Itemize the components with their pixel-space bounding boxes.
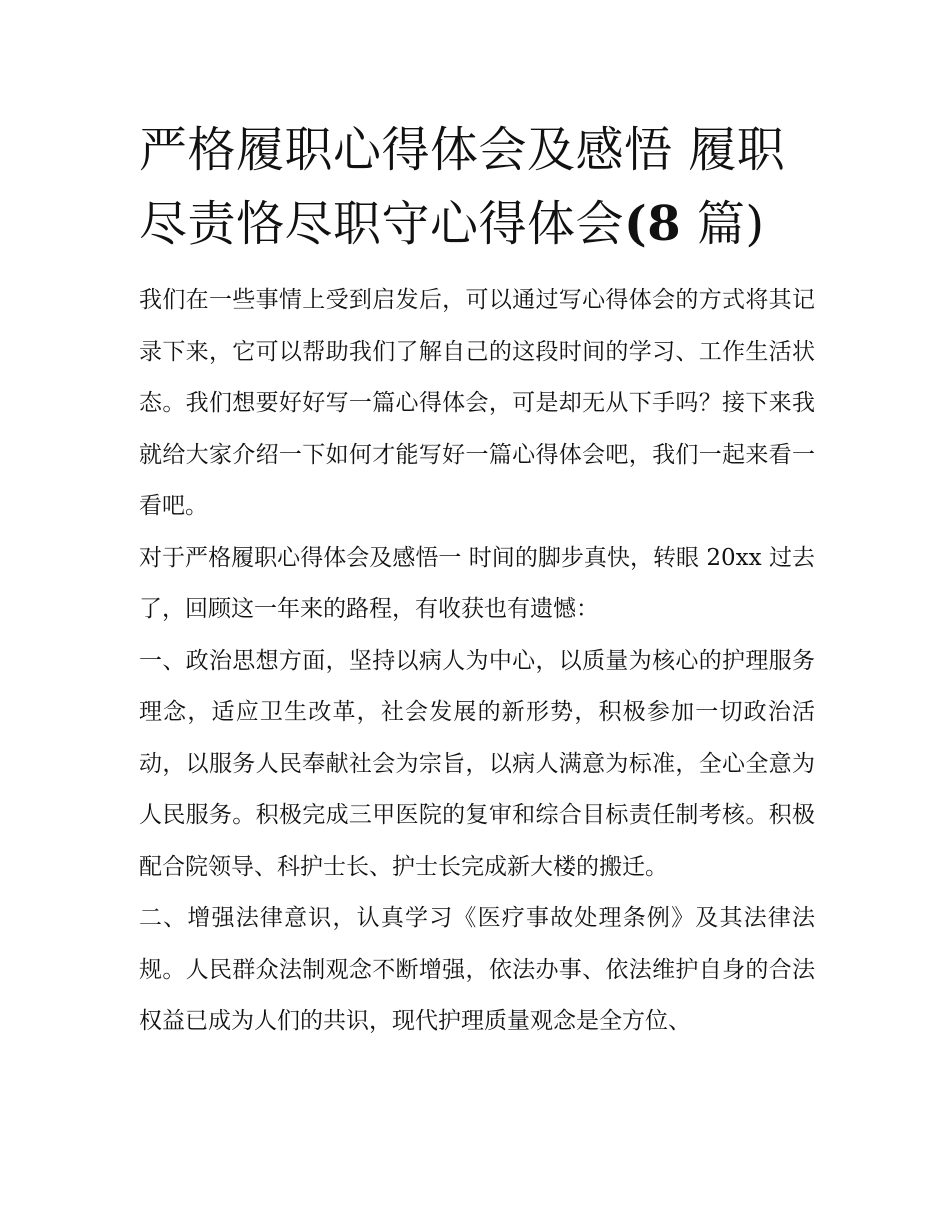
paragraph-legal-awareness: 二、增强法律意识，认真学习《医疗事故处理条例》及其法律法规。人民群众法制观念不断增强，依法办事、依法维护自身的合法权益已成为人们的共识，现代护理质量观念是全方位、 [139,905,815,1034]
paragraph-section-opening: 对于严格履职心得体会及感悟一 时间的脚步真快，转眼 20xx 过去了，回顾这一年来的路程，有收获也有遗憾： [139,544,815,622]
paragraph-political-thought: 一、政治思想方面，坚持以病人为中心，以质量为核心的护理服务理念，适应卫生改革，社会发展的新形势，积极参加一切政治活动，以服务人民奉献社会为宗旨，以病人满意为标准，全心全意为人民服务。积极完成三甲医院的复审和综合目标责任制考核。积极配合院领导、科护士长、护士长完成新大楼的搬迁。 [139,647,815,880]
document-title: 严格履职心得体会及感悟 履职尽责恪尽职守心得体会(8 篇) [139,122,786,252]
paragraph-intro: 我们在一些事情上受到启发后，可以通过写心得体会的方式将其记录下来，它可以帮助我们了解自己的这段时间的学习、工作生活状态。我们想要好好写一篇心得体会，可是却无从下手吗？接下来我就给大家介绍一下如何才能写好一篇心得体会吧，我们一起来看一看吧。 [139,287,815,519]
document-content [139,113,815,1048]
document-body [139,275,815,1048]
